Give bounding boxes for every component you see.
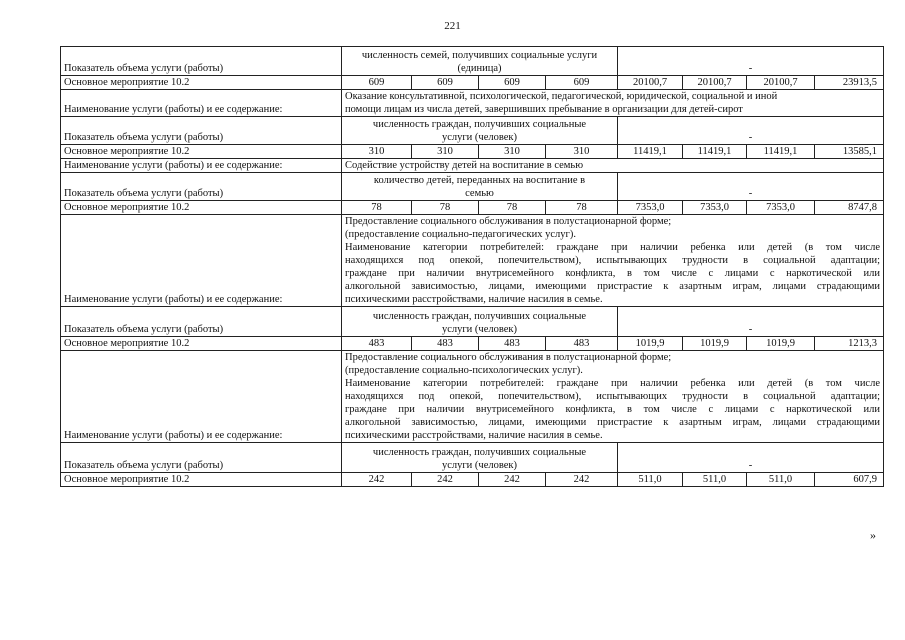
value-cell: 511,0	[747, 473, 815, 487]
service-label: Наименование услуги (работы) и ее содержание:	[61, 90, 342, 117]
value-cell: 483	[342, 337, 412, 351]
value-cell: 78	[479, 201, 546, 215]
value-cell: 310	[342, 145, 412, 159]
service-row	[61, 90, 884, 117]
value-cell: 11419,1	[618, 145, 683, 159]
indicator-row	[61, 443, 884, 473]
value-cell: 483	[479, 337, 546, 351]
service-row	[61, 215, 884, 307]
value-cell: 78	[412, 201, 479, 215]
event-label: Основное мероприятие 10.2	[61, 473, 342, 487]
value-cell: 20100,7	[683, 76, 747, 90]
value-cell: 511,0	[618, 473, 683, 487]
value-cell: 20100,7	[618, 76, 683, 90]
value-cell: 13585,1	[815, 145, 884, 159]
event-row	[61, 473, 884, 487]
indicator-row	[61, 117, 884, 145]
value-cell: 1019,9	[683, 337, 747, 351]
value-cell: 310	[412, 145, 479, 159]
service-row	[61, 159, 884, 173]
event-row	[61, 337, 884, 351]
dash-cell: -	[618, 117, 884, 145]
indicator-label: Показатель объема услуги (работы)	[61, 117, 342, 145]
service-description: Предоставление социального обслуживания в полустационарной форме; (предоставление социально-психологических услуг). Наименование категории потребителей: граждане при наличии ребенка или детей (в том числе находящихся под опекой, попечительством), испытывающих трудности в социальной адаптации; граждане при наличии внутрисемейного конфликта, в том числе с лицами с наркотической или алкогольной зависимостью, лицами, имеющими пристрастие к азартным играм, лицами страдающими психическими расстройствами, наличие насилия в семье.	[342, 351, 884, 443]
value-cell: 242	[342, 473, 412, 487]
indicator-text: количество детей, переданных на воспитание в семью	[342, 173, 618, 201]
indicator-text: численность граждан, получивших социальные услуги (человек)	[342, 307, 618, 337]
indicator-text: численность граждан, получивших социальные услуги (человек)	[342, 443, 618, 473]
value-cell: 242	[479, 473, 546, 487]
dash-cell: -	[618, 307, 884, 337]
dash-cell: -	[618, 47, 884, 76]
indicator-label: Показатель объема услуги (работы)	[61, 307, 342, 337]
value-cell: 609	[479, 76, 546, 90]
value-cell: 78	[546, 201, 618, 215]
value-cell: 310	[479, 145, 546, 159]
value-cell: 609	[546, 76, 618, 90]
service-label: Наименование услуги (работы) и ее содержание:	[61, 351, 342, 443]
value-cell: 609	[342, 76, 412, 90]
closing-quote: »	[870, 528, 876, 542]
event-label: Основное мероприятие 10.2	[61, 201, 342, 215]
indicator-row	[61, 47, 884, 76]
indicator-label: Показатель объема услуги (работы)	[61, 173, 342, 201]
value-cell: 1213,3	[815, 337, 884, 351]
event-label: Основное мероприятие 10.2	[61, 145, 342, 159]
service-volume-table	[60, 46, 884, 487]
value-cell: 7353,0	[747, 201, 815, 215]
value-cell: 242	[546, 473, 618, 487]
event-row	[61, 145, 884, 159]
indicator-label: Показатель объема услуги (работы)	[61, 47, 342, 76]
event-label: Основное мероприятие 10.2	[61, 76, 342, 90]
service-description: Содействие устройству детей на воспитание в семью	[342, 159, 884, 173]
value-cell: 11419,1	[747, 145, 815, 159]
dash-cell: -	[618, 443, 884, 473]
event-row	[61, 76, 884, 90]
event-row	[61, 201, 884, 215]
value-cell: 23913,5	[815, 76, 884, 90]
value-cell: 1019,9	[747, 337, 815, 351]
value-cell: 1019,9	[618, 337, 683, 351]
page-number: 221	[444, 20, 461, 32]
value-cell: 242	[412, 473, 479, 487]
value-cell: 11419,1	[683, 145, 747, 159]
service-description: Оказание консультативной, психологической, педагогической, юридической, социальной и иной помощи лицам из числа детей, завершивших пребывание в организации для детей-сирот	[342, 90, 884, 117]
dash-cell: -	[618, 173, 884, 201]
value-cell: 483	[546, 337, 618, 351]
value-cell: 7353,0	[618, 201, 683, 215]
value-cell: 310	[546, 145, 618, 159]
value-cell: 78	[342, 201, 412, 215]
indicator-row	[61, 173, 884, 201]
indicator-label: Показатель объема услуги (работы)	[61, 443, 342, 473]
value-cell: 607,9	[815, 473, 884, 487]
value-cell: 609	[412, 76, 479, 90]
value-cell: 511,0	[683, 473, 747, 487]
indicator-text: численность семей, получивших социальные услуги (единица)	[342, 47, 618, 76]
service-description: Предоставление социального обслуживания в полустационарной форме; (предоставление социально-педагогических услуг). Наименование категории потребителей: граждане при наличии ребенка или детей (в том числе находящихся под опекой, попечительством), испытывающих трудности в социальной адаптации; граждане при наличии внутрисемейного конфликта, в том числе с лицами с наркотической или алкогольной зависимостью, лицами, имеющими пристрастие к азартным играм, лицами страдающими психическими расстройствами, наличие насилия в семье.	[342, 215, 884, 307]
indicator-row	[61, 307, 884, 337]
service-row	[61, 351, 884, 443]
service-label: Наименование услуги (работы) и ее содержание:	[61, 215, 342, 307]
value-cell: 8747,8	[815, 201, 884, 215]
indicator-text: численность граждан, получивших социальные услуги (человек)	[342, 117, 618, 145]
value-cell: 7353,0	[683, 201, 747, 215]
service-label: Наименование услуги (работы) и ее содержание:	[61, 159, 342, 173]
event-label: Основное мероприятие 10.2	[61, 337, 342, 351]
value-cell: 20100,7	[747, 76, 815, 90]
value-cell: 483	[412, 337, 479, 351]
